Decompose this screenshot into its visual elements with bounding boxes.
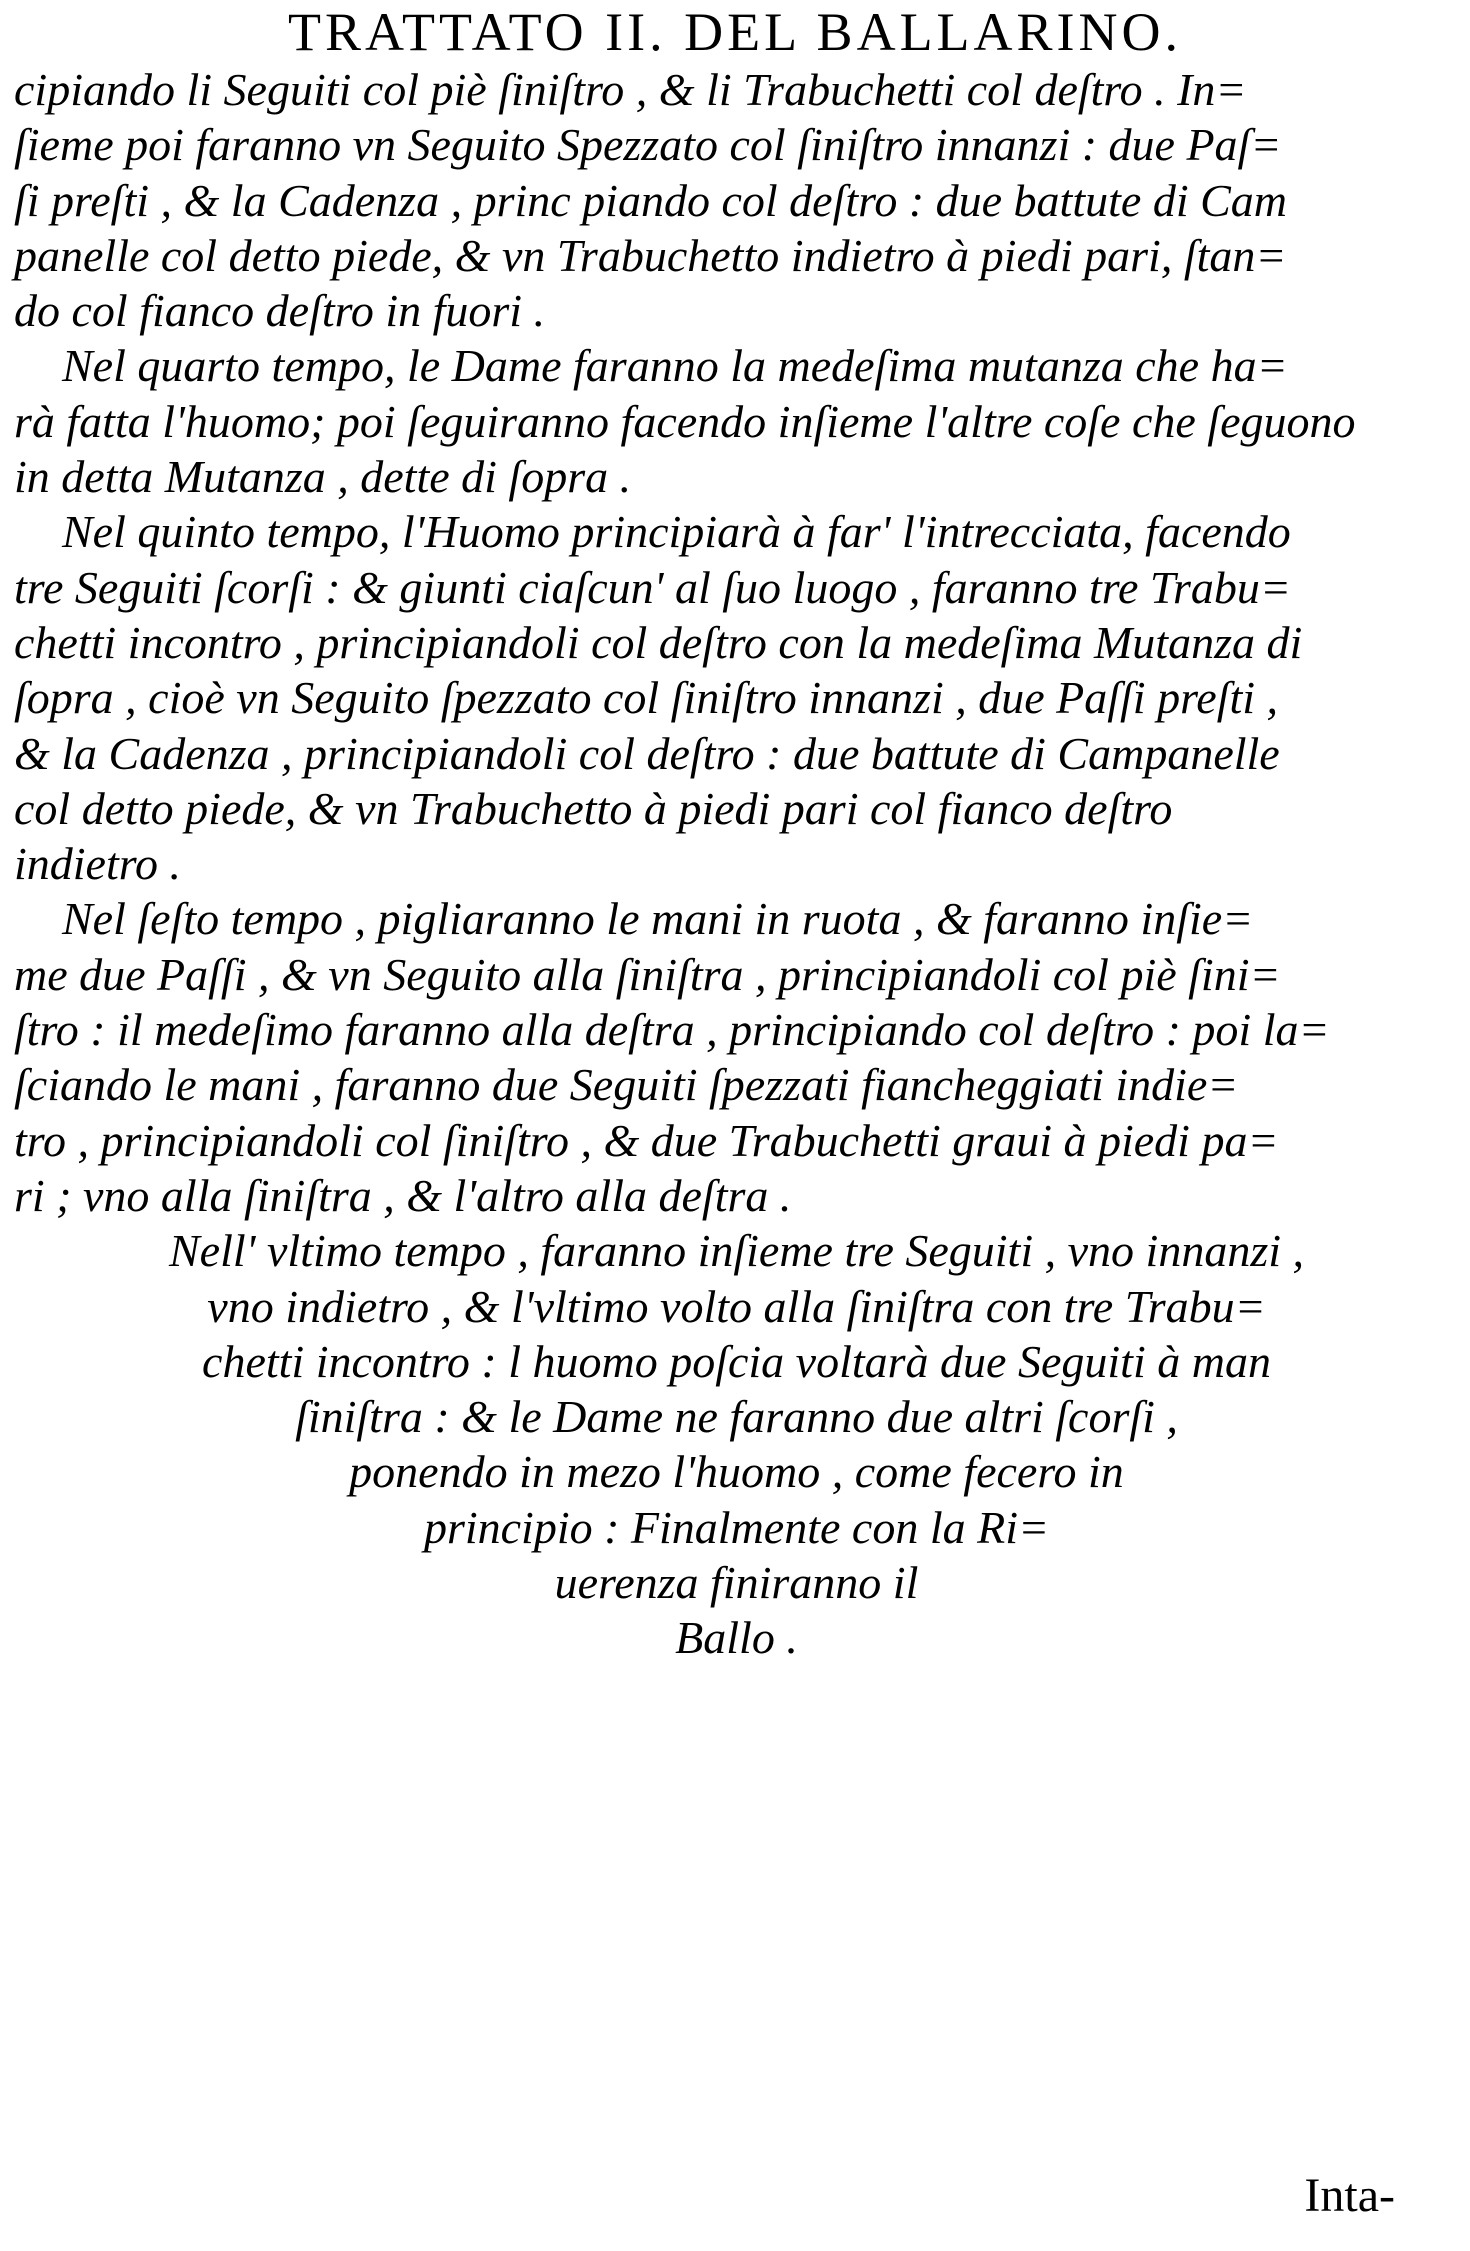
text-line: ſtro : il medeſimo faranno alla deſtra , principiando col deſtro : poi la= [14,1004,1330,1056]
running-head: TRATTATO II. DEL BALLARINO. [287,2,1183,62]
catchword: Inta- [1304,2169,1395,2222]
tapered-line: Ballo . [675,1612,798,1664]
paragraph-start-line: Nel quinto tempo, l'Huomo principiarà à far' l'intrecciata, facendo [62,506,1291,558]
text-line: chetti incontro , principiandoli col deſtro con la medeſima Mutanza di [14,616,1303,668]
text-line: & la Cadenza , principiandoli col deſtro : due battute di Campanelle [14,727,1280,779]
tapered-line: Nell' vltimo tempo , faranno inſieme tre Seguiti , vno innanzi , [169,1225,1304,1277]
text-line: tre Seguiti ſcorſi : & giunti ciaſcun' al ſuo luogo , faranno tre Trabu= [14,561,1291,613]
text-line: do col fianco deſtro in fuori . [14,285,546,337]
text-line: tro , principiandoli col ſiniſtro , & due Trabuchetti graui à piedi pa= [14,1114,1279,1166]
paragraph-start-line: Nel ſeſto tempo , pigliaranno le mani in ruota , & faranno inſie= [62,893,1254,945]
tapered-line: uerenza finiranno il [554,1557,919,1609]
text-line: me due Paſſi , & vn Seguito alla ſiniſtra , principiandoli col piè ſini= [14,948,1281,1000]
text-line: rà fatta l'huomo; poi ſeguiranno facendo inſieme l'altre coſe che ſeguono [14,395,1356,447]
text-line: cipiando li Seguiti col piè ſiniſtro , & li Trabuchetti col deſtro . In= [14,64,1247,115]
tapered-line: principio : Finalmente con la Ri= [423,1501,1050,1553]
tapered-line: ſiniſtra : & le Dame ne faranno due altri ſcorſi , [295,1391,1178,1443]
body-text [14,62,1459,1666]
text-line: col detto piede, & vn Trabuchetto à piedi pari col fianco deſtro [14,782,1173,834]
text-line: panelle col detto piede, & vn Trabuchetto indietro à piedi pari, ſtan= [14,229,1287,281]
paragraph-start-line: Nel quarto tempo, le Dame faranno la medeſima mutanza che ha= [62,340,1288,392]
text-line: ſciando le mani , faranno due Seguiti ſpezzati fiancheggiati indie= [14,1059,1239,1111]
text-line: ri ; vno alla ſiniſtra , & l'altro alla deſtra . [14,1169,792,1221]
text-line: in detta Mutanza , dette di ſopra . [14,451,632,503]
text-line: ſopra , cioè vn Seguito ſpezzato col ſiniſtro innanzi , due Paſſi preſti , [14,672,1279,724]
text-line: ſieme poi faranno vn Seguito Spezzato col ſiniſtro innanzi : due Paſ= [14,119,1282,171]
tapered-line: ponendo in mezo l'huomo , come fecero in [349,1446,1124,1498]
tapered-line: chetti incontro : l huomo poſcia voltarà due Seguiti à man [202,1335,1271,1387]
tapered-line: vno indietro , & l'vltimo volto alla ſiniſtra con tre Trabu= [207,1280,1266,1332]
text-line: ſi preſti , & la Cadenza , princ piando col deſtro : due battute di Cam [14,174,1287,226]
text-line: indietro . [14,838,181,890]
